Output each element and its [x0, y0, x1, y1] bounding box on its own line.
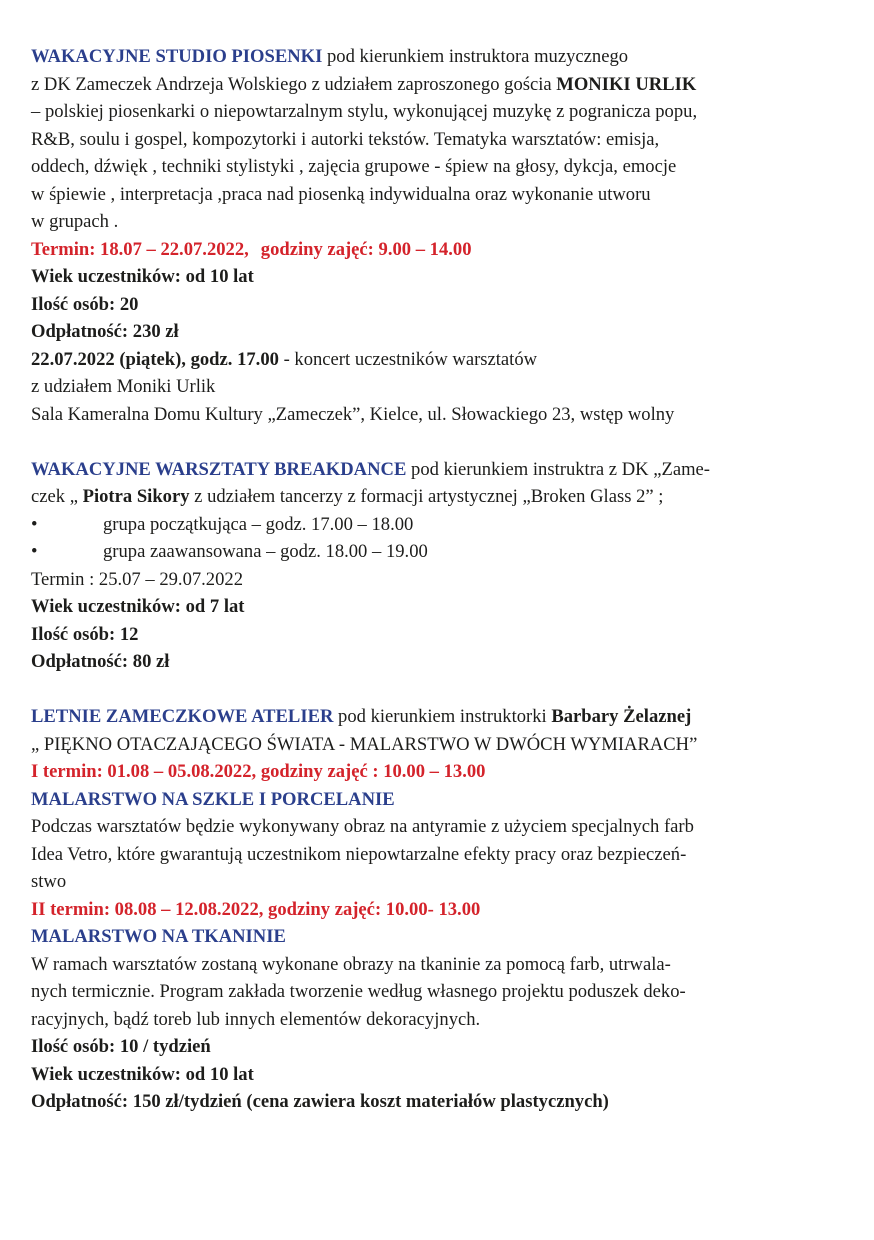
paragraph-line [31, 483, 846, 511]
fee-info: Odpłatność: 150 zł/tydzień (cena zawiera koszt materiałów plastycznych) [31, 1091, 609, 1112]
concert-date: 22.07.2022 (piątek), godz. 17.00 [31, 348, 279, 370]
text-run: pod kierunkiem instruktorki [333, 706, 552, 727]
list-item-text: grupa zaawansowana – godz. 18.00 – 19.00 [103, 541, 428, 562]
section-atelier [31, 703, 846, 1116]
concert-line [31, 346, 846, 374]
paragraph-line: – polskiej piosenkarki o niepowtarzalnym stylu, wykonującej muzykę z pogranicza popu, [31, 101, 698, 122]
bullet-icon: • [31, 513, 38, 535]
section-title: LETNIE ZAMECZKOWE ATELIER [31, 706, 334, 727]
term-dates: Termin: 18.07 – 22.07.2022, [31, 238, 249, 260]
term-line: Termin : 25.07 – 29.07.2022 [31, 568, 243, 590]
workshop-heading: MALARSTWO NA TKANINIE [31, 926, 286, 947]
paragraph-line [31, 703, 846, 731]
participants-info: Ilość osób: 20 [31, 293, 139, 315]
text-run: czek „ [31, 486, 83, 507]
section-title: WAKACYJNE STUDIO PIOSENKI [31, 46, 323, 67]
paragraph-line: Idea Vetro, które gwarantują uczestnikom niepowtarzalne efekty pracy oraz bezpieczeń- [31, 843, 687, 865]
bullet-icon: • [31, 541, 38, 562]
document-page [31, 43, 846, 1116]
age-info: Wiek uczestników: od 7 lat [31, 596, 245, 617]
text-run: z udziałem tancerzy z formacji artystycznej „Broken Glass 2” ; [189, 486, 664, 507]
text-run: pod kierunkiem instruktora muzycznego [322, 46, 629, 67]
age-info: Wiek uczestników: od 10 lat [31, 1063, 254, 1085]
guest-name: MONIKI URLIK [556, 73, 697, 95]
instructor-name: Barbary Żelaznej [551, 706, 692, 727]
paragraph-line: stwo [31, 871, 67, 892]
list-item [31, 511, 846, 539]
paragraph-line: oddech, dźwięk , techniki stylistyki , zajęcia grupowe - śpiew na głosy, dykcja, emocje [31, 156, 677, 177]
paragraph-line: w śpiewie , interpretacja ,praca nad piosenką indywidualna oraz wykonanie utworu [31, 183, 651, 205]
venue-line: Sala Kameralna Domu Kultury „Zameczek”, Kielce, ul. Słowackiego 23, wstęp wolny [31, 403, 675, 425]
paragraph-line: racyjnych, bądź toreb lub innych elementów dekoracyjnych. [31, 1008, 481, 1030]
fee-info: Odpłatność: 80 zł [31, 651, 170, 672]
text-run: - koncert uczestników warsztatów [278, 348, 538, 370]
instructor-name: Piotra Sikory [82, 486, 190, 507]
paragraph-line: R&B, soulu i gospel, kompozytorki i autorki tekstów. Tematyka warsztatów: emisja, [31, 128, 660, 150]
text-run: pod kierunkiem instruktra z DK „Zame- [406, 458, 710, 480]
section-title: WAKACYJNE WARSZTATY BREAKDANCE [31, 458, 407, 480]
section-breakdance [31, 456, 846, 676]
participants-info: Ilość osób: 12 [31, 623, 139, 645]
term-line: I termin: 01.08 – 05.08.2022, godziny zajęć : 10.00 – 13.00 [31, 761, 486, 782]
paragraph-line: nych termicznie. Program zakłada tworzenie według własnego projektu poduszek deko- [31, 981, 686, 1002]
paragraph-line: w grupach . [31, 211, 119, 232]
paragraph-line [31, 43, 846, 71]
text-run: z DK Zameczek Andrzeja Wolskiego z udziałem zaproszonego gościa [31, 73, 557, 95]
paragraph-line: Podczas warsztatów będzie wykonywany obraz na antyramie z użyciem specjalnych farb [31, 816, 694, 837]
term-line [31, 236, 846, 264]
fee-info: Odpłatność: 230 zł [31, 321, 179, 342]
paragraph-line [31, 71, 846, 99]
paragraph-line: z udziałem Moniki Urlik [31, 376, 216, 397]
participants-info: Ilość osób: 10 / tydzień [31, 1036, 211, 1057]
paragraph-line [31, 456, 846, 484]
term-line: II termin: 08.08 – 12.08.2022, godziny zajęć: 10.00- 13.00 [31, 898, 481, 920]
list-item-text: grupa początkująca – godz. 17.00 – 18.00 [103, 513, 414, 535]
workshop-heading: MALARSTWO NA SZKLE I PORCELANIE [31, 788, 395, 810]
term-hours: godziny zajęć: 9.00 – 14.00 [260, 238, 472, 260]
paragraph-line: W ramach warsztatów zostaną wykonane obrazy na tkaninie za pomocą farb, utrwala- [31, 953, 671, 975]
atelier-subtitle: „ PIĘKNO OTACZAJĄCEGO ŚWIATA - MALARSTWO W DWÓCH WYMIARACH” [31, 733, 698, 755]
list-item [31, 538, 846, 566]
section-studio-piosenki [31, 43, 846, 428]
age-info: Wiek uczestników: od 10 lat [31, 266, 254, 287]
